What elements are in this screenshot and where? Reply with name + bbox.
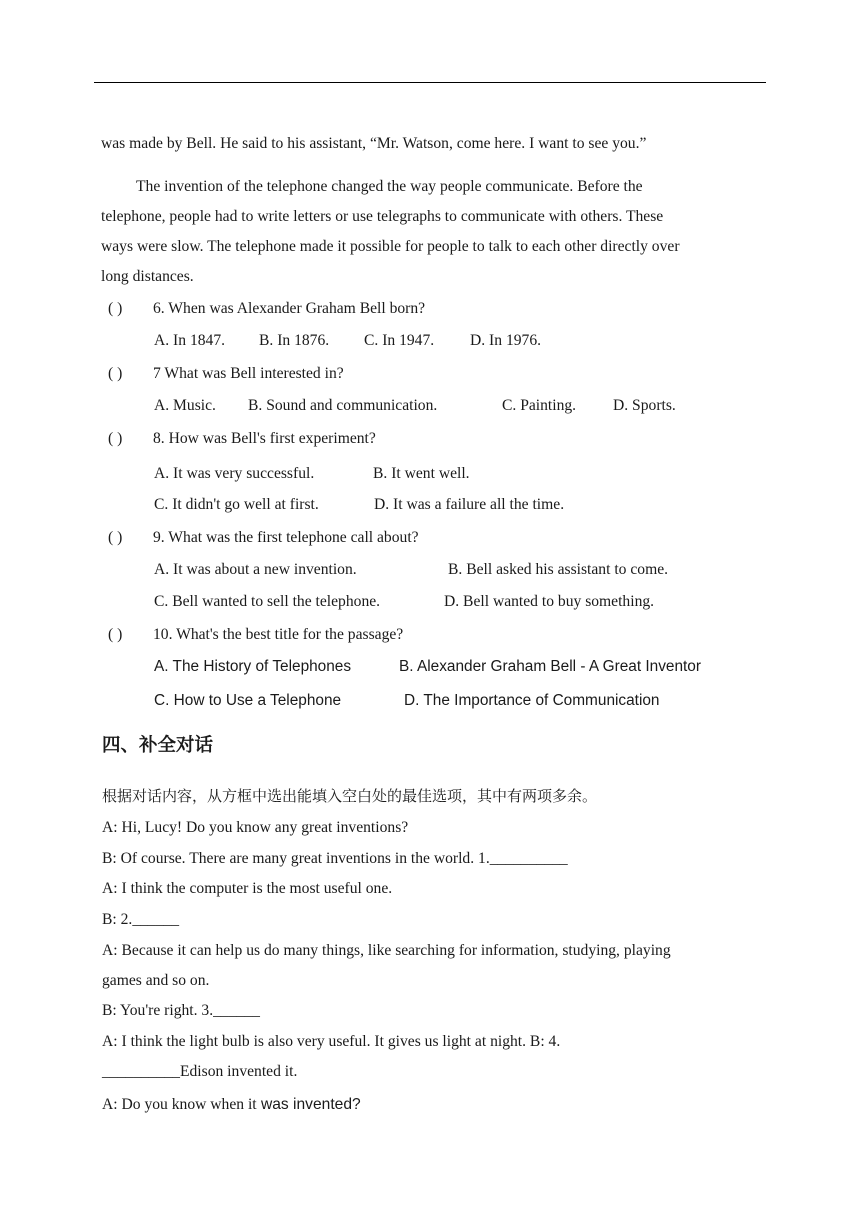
dialogue-line <box>102 1095 361 1115</box>
section-heading: 四、补全对话 <box>102 735 214 756</box>
dialogue-line: A: Because it can help us do many things, like searching for information, studying, playing <box>102 942 671 959</box>
question-8-option-a[interactable]: A. It was very successful. <box>154 465 315 482</box>
passage-line-0: was made by Bell. He said to his assistant, “Mr. Watson, come here. I want to see you.” <box>101 135 647 152</box>
dialogue-line: games and so on. <box>102 972 210 989</box>
dialogue-line: A: I think the computer is the most useful one. <box>102 880 393 897</box>
question-8-option-c[interactable]: C. It didn't go well at first. <box>154 496 319 513</box>
question-10-option-d[interactable]: D. The Importance of Communication <box>404 692 660 709</box>
question-10-option-a[interactable]: A. The History of Telephones <box>154 658 352 675</box>
question-10-stem: 10. What's the best title for the passage? <box>153 626 404 643</box>
answer-bracket[interactable]: ( ) <box>108 529 123 546</box>
dialogue-line: __________Edison invented it. <box>102 1063 298 1080</box>
passage-paragraph-line: The invention of the telephone changed the way people communicate. Before the <box>136 178 643 195</box>
question-7-option-b[interactable]: B. Sound and communication. <box>248 397 438 414</box>
question-8-option-b[interactable]: B. It went well. <box>373 465 470 482</box>
passage-paragraph-line: long distances. <box>101 268 194 285</box>
header-rule <box>94 82 766 83</box>
dialogue-line: B: 2.______ <box>102 911 180 928</box>
question-6-option-b[interactable]: B. In 1876. <box>259 332 330 349</box>
question-6-option-a[interactable]: A. In 1847. <box>154 332 226 349</box>
question-8-stem: 8. How was Bell's first experiment? <box>153 430 376 447</box>
question-7-option-c[interactable]: C. Painting. <box>502 397 577 414</box>
dialogue-line-part: was invented? <box>256 1096 361 1113</box>
section-instruction: 根据对话内容，从方框中选出能填入空白处的最佳选项，其中有两项多余。 <box>102 787 598 805</box>
answer-bracket[interactable]: ( ) <box>108 365 123 382</box>
dialogue-line-part: A: Do you know when it <box>102 1096 257 1113</box>
question-7-option-a[interactable]: A. Music. <box>154 397 216 414</box>
passage-paragraph-line: telephone, people had to write letters or use telegraphs to communicate with others. These <box>101 208 664 225</box>
question-6-option-c[interactable]: C. In 1947. <box>364 332 435 349</box>
dialogue-line: B: You're right. 3.______ <box>102 1002 260 1019</box>
passage-paragraph-line: ways were slow. The telephone made it possible for people to talk to each other directly over <box>101 238 680 255</box>
answer-bracket[interactable]: ( ) <box>108 430 123 447</box>
question-6-option-d[interactable]: D. In 1976. <box>470 332 542 349</box>
question-10-option-b[interactable]: B. Alexander Graham Bell - A Great Inventor <box>399 658 701 675</box>
question-9-stem: 9. What was the first telephone call about? <box>153 529 419 546</box>
question-7-option-d[interactable]: D. Sports. <box>613 397 676 414</box>
question-9-option-a[interactable]: A. It was about a new invention. <box>154 561 357 578</box>
question-9-option-d[interactable]: D. Bell wanted to buy something. <box>444 593 655 610</box>
dialogue-line: A: I think the light bulb is also very useful. It gives us light at night. B: 4. <box>102 1033 561 1050</box>
answer-bracket[interactable]: ( ) <box>108 626 123 643</box>
question-8-option-d[interactable]: D. It was a failure all the time. <box>374 496 565 513</box>
question-7-stem: 7 What was Bell interested in? <box>153 365 344 382</box>
question-10-option-c[interactable]: C. How to Use a Telephone <box>154 692 342 709</box>
question-6-stem: 6. When was Alexander Graham Bell born? <box>153 300 426 317</box>
dialogue-line: B: Of course. There are many great inventions in the world. 1.__________ <box>102 850 568 867</box>
question-9-option-c[interactable]: C. Bell wanted to sell the telephone. <box>154 593 381 610</box>
question-9-option-b[interactable]: B. Bell asked his assistant to come. <box>448 561 669 578</box>
answer-bracket[interactable]: ( ) <box>108 300 123 317</box>
dialogue-line: A: Hi, Lucy! Do you know any great inventions? <box>102 819 409 836</box>
